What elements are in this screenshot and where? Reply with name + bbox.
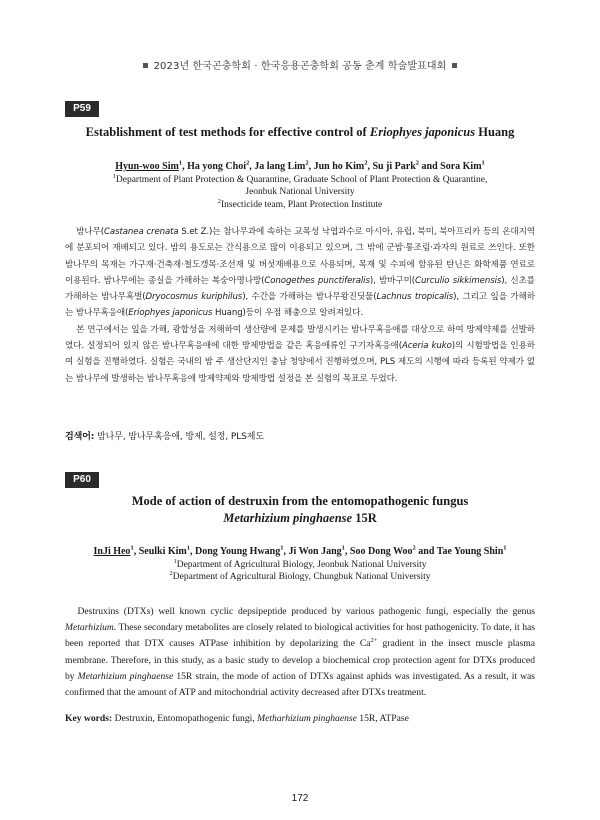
abstract-title-p60 — [40, 493, 560, 527]
author-list — [40, 161, 560, 174]
italic-run: Curculio sikkimensis — [415, 275, 502, 286]
keywords-label: 검색어: — [65, 432, 95, 442]
affiliation-text: Jeonbuk National University — [245, 187, 355, 197]
title-italic: Eriophyes japonicus — [369, 125, 476, 139]
text-run: ), 밤바구미( — [369, 275, 416, 286]
author-separator: , — [133, 546, 139, 557]
affiliation-text: Department of Agricultural Biology, Chungbuk National University — [172, 572, 431, 582]
superscript-run: 2+ — [370, 637, 378, 645]
paragraph — [65, 322, 535, 387]
text-run: 밤나무( — [76, 227, 105, 237]
affiliation-line — [40, 174, 560, 187]
paragraph — [65, 224, 535, 322]
author-name: InJi Heo — [93, 546, 131, 557]
affiliation-line — [40, 199, 560, 212]
text-run: S.et Z.)는 참나무과에 속하는 교목성 낙엽과수로 아시아, 유럽, 북미, 북아프리카 등의 온대지역에 분포되어 재배되고 있다. 밤의 용도로는 간식용으로 많이 이용되고 있으며, 그 밖에 군밤·통조림·과자의 원료로 쓰인다. 또한 밤나무의 목재는 가구재·건축재·철도갱목·조선재 및 버섯재배용으로 사용되며, 목재 및 수피에 함유된 탄닌은 화학제품 연료로 이용된다. 밤나무에는 종실을 가해하는 복숭아명나방( — [65, 227, 536, 286]
author-separator: , — [190, 546, 196, 557]
author-name: Ha yong Choi — [187, 161, 246, 172]
title-line-2 — [40, 510, 560, 527]
italic-run: Dryocosmus kuriphilus — [145, 292, 243, 303]
keywords-p59 — [65, 429, 535, 442]
abstract-tag-p60: P60 — [65, 472, 99, 488]
text-run: 15R strain, the mode of action of DTXs against aphids was investigated. As a result, it was confirmed that the amount of ATP and mitochondrial activity decreased after DTXs treatment. — [65, 670, 535, 699]
paragraph — [65, 604, 535, 701]
text-run: Destruxin, Entomopathogenic fungi, — [112, 713, 258, 724]
title-tail: Huang — [475, 125, 515, 139]
affiliation-text: Department of Plant Protection & Quarantine, Graduate School of Plant Protection & Quarantine, — [115, 174, 488, 185]
author-affiliation-mark: 2 — [415, 159, 420, 167]
square-bullet-icon — [143, 63, 148, 68]
author-affiliation-mark: 1 — [130, 544, 134, 552]
italic-run: Lachnus tropicalis — [376, 292, 454, 303]
italic-run: Castanea crenata — [104, 227, 179, 237]
affiliation-line — [40, 186, 560, 199]
author-separator: , — [367, 161, 373, 172]
text-run: 15R, ATPase — [356, 713, 409, 724]
authors-block-p59 — [40, 161, 560, 211]
text-run: gradient in the insect muscle plasma membrane. Therefore, in this study, as a basic study to develop a biochemical crop protection agent for DTXs produced by — [65, 638, 535, 682]
author-name: Hyun-woo Sim — [115, 161, 179, 172]
affiliation-mark: 2 — [217, 197, 222, 205]
keywords-text — [112, 713, 409, 724]
keywords-text: 밤나무, 밤나무혹응애, 방제, 설정, PLS제도 — [94, 432, 264, 442]
text-run: ), 신초를 가해하는 밤나무혹벌( — [65, 275, 536, 303]
author-affiliation-mark: 1 — [178, 159, 183, 167]
author-separator: , — [283, 546, 289, 557]
author-affiliation-mark: 2 — [364, 159, 368, 167]
text-run: ), 그리고 잎을 가해하는 밤나무혹응애( — [65, 292, 536, 319]
title-italic: Metarhizium pinghaense — [223, 511, 353, 525]
author-name: Ji Won Jang — [288, 546, 342, 557]
text-run: These secondary metabolites are closely related to biological activities for host pathogenicity. To date, it has been reported that DTX causes ATPase inhibition by depolarizing the Ca — [65, 622, 535, 650]
text-run: 본 연구에서는 잎을 가해, 광합성을 저해하여 생산량에 문제를 발생시키는 밤나무혹응애를 대상으로 하여 방제약제를 선발하였다. 설정되어 있지 않은 밤나무혹응애에 대한 방제방법을 같은 혹응애류인 구기자혹응애( — [65, 324, 535, 352]
title-line-1: Mode of action of destruxin from the entomopathogenic fungus — [131, 494, 469, 508]
affiliation-line — [40, 559, 560, 572]
abstract-body-p60 — [65, 604, 535, 701]
title-tail: 15R — [352, 511, 377, 525]
authors-block-p60 — [40, 546, 560, 584]
keywords-label: Key words: — [65, 713, 113, 724]
author-affiliation-mark: 1 — [503, 544, 507, 552]
author-separator: , — [344, 546, 350, 557]
author-separator: and — [419, 161, 441, 172]
keywords-p60 — [65, 713, 535, 724]
author-name: Seulki Kim — [138, 546, 187, 557]
author-affiliation-mark: 1 — [481, 159, 485, 167]
conference-title: 2023년 한국곤충학회 · 한국응용곤충학회 공동 춘계 학술발표대회 — [153, 61, 447, 72]
author-separator: and — [415, 546, 437, 557]
affiliation-list — [40, 174, 560, 212]
square-bullet-icon — [452, 63, 457, 68]
affiliation-mark: 1 — [173, 557, 177, 565]
page-number: 172 — [291, 793, 309, 804]
author-separator: , — [182, 161, 188, 172]
author-name: Su ji Park — [372, 161, 416, 172]
author-separator: , — [308, 161, 314, 172]
italic-run: Metharhizium pinghaense — [257, 713, 357, 724]
text-run: Huang)등이 우점 해충으로 알려져있다. — [212, 308, 363, 319]
affiliation-text: Department of Agricultural Biology, Jeonbuk National University — [176, 559, 427, 570]
italic-run: Metarhizium pinghaense — [77, 670, 174, 682]
author-name: Soo Dong Woo — [349, 546, 413, 557]
title-text: Establishment of test methods for effective control of — [85, 125, 370, 139]
text-run: ), 수간을 가해하는 밤나무왕진딧물( — [242, 292, 377, 303]
author-affiliation-mark: 1 — [186, 544, 191, 552]
abstract-body-p59 — [65, 224, 535, 387]
author-name: Dong Young Hwang — [195, 546, 281, 557]
affiliation-list — [40, 559, 560, 584]
italic-run: Metarhizium. — [65, 622, 117, 634]
author-name: Sora Kim — [440, 161, 482, 172]
italic-run: Eriophyes japonicus — [128, 308, 213, 319]
affiliation-text: Insecticide team, Plant Protection Institute — [221, 199, 383, 210]
author-affiliation-mark: 2 — [412, 544, 416, 552]
conference-header — [0, 57, 600, 72]
text-run: Destruxins (DTXs) well known cyclic depsipeptide produced by various pathogenic fungi, especially the genus — [77, 606, 535, 617]
author-affiliation-mark: 1 — [280, 544, 284, 552]
italic-run: Aceria kuko — [401, 341, 452, 352]
author-name: Jun ho Kim — [313, 161, 365, 172]
affiliation-mark: 2 — [169, 569, 173, 577]
author-separator: , — [249, 161, 255, 172]
text-run: )의 시험방법을 인용하여 실험을 진행하였다. 실험은 국내의 밤 주 생산단지인 충남 청양에서 진행하였으며, PLS 제도의 시행에 따라 등록된 약제가 없는 밤나무에 발생하는 밤나무혹응애 방제약제와 방제방법 설정을 본 실험의 목표로 두었다. — [65, 341, 535, 384]
abstract-title-p59 — [40, 124, 560, 141]
author-affiliation-mark: 1 — [341, 544, 345, 552]
affiliation-mark: 1 — [112, 172, 116, 180]
author-list — [40, 546, 560, 559]
author-name: Ja lang Lim — [254, 161, 306, 172]
author-affiliation-mark: 2 — [305, 159, 309, 167]
italic-run: Conogethes punctiferalis — [264, 275, 370, 286]
abstract-tag-p59: P59 — [65, 101, 99, 117]
author-name: Tae Young Shin — [436, 546, 504, 557]
affiliation-line — [40, 571, 560, 584]
author-affiliation-mark: 2 — [245, 159, 250, 167]
